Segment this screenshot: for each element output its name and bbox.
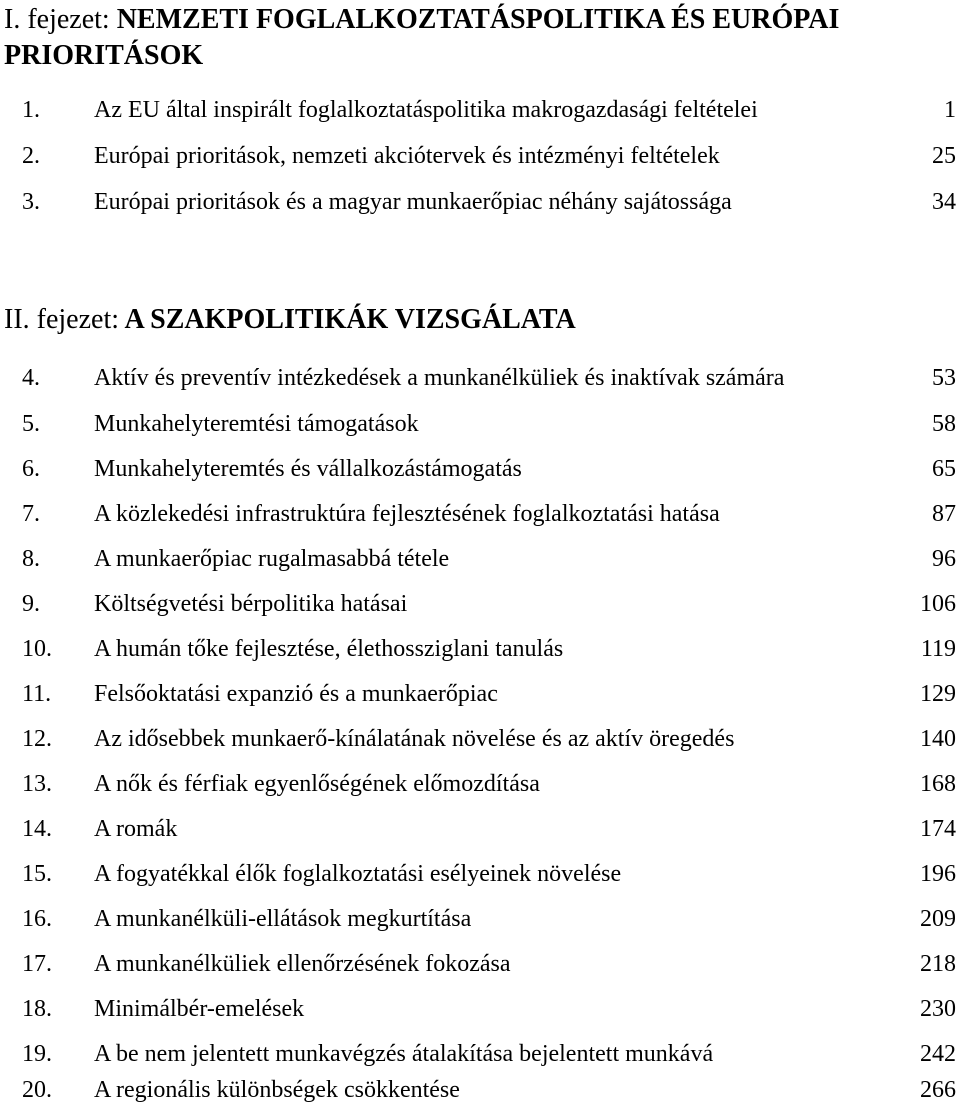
- entry-number: 9.: [22, 591, 40, 617]
- entry-title: Európai prioritások, nemzeti akciótervek és intézményi feltételek: [94, 143, 720, 169]
- entry-title: A romák: [94, 816, 178, 842]
- toc-entry-14[interactable]: [22, 807, 956, 851]
- entry-page-number: 129: [920, 681, 956, 707]
- entry-page-number: 218: [920, 951, 956, 977]
- entry-number: 7.: [22, 501, 40, 527]
- toc-entry-18[interactable]: [22, 987, 956, 1031]
- entry-number: 3.: [22, 189, 40, 215]
- entry-number: 15.: [22, 861, 52, 887]
- entry-title: A munkaerőpiac rugalmasabbá tétele: [94, 546, 450, 572]
- entry-title: A fogyatékkal élők foglalkoztatási esélyeinek növelése: [94, 861, 622, 887]
- entry-number: 13.: [22, 771, 52, 797]
- entry-number: 16.: [22, 906, 52, 932]
- entry-page-number: 140: [920, 726, 956, 752]
- entry-page-number: 34: [932, 189, 956, 215]
- toc-entry-3[interactable]: [22, 180, 956, 224]
- entry-number: 18.: [22, 996, 52, 1022]
- entry-title: Minimálbér-emelések: [94, 996, 305, 1022]
- entry-number: 12.: [22, 726, 52, 752]
- entry-number: 17.: [22, 951, 52, 977]
- entry-title: Munkahelyteremtés és vállalkozástámogatás: [94, 456, 522, 482]
- entry-title: A munkanélküliek ellenőrzésének fokozása: [94, 951, 511, 977]
- entry-number: 8.: [22, 546, 40, 572]
- entry-page-number: 53: [932, 365, 956, 391]
- toc-entry-2[interactable]: [22, 134, 956, 178]
- toc-entry-9[interactable]: [22, 582, 956, 626]
- toc-entry-13[interactable]: [22, 762, 956, 806]
- toc-entry-16[interactable]: [22, 897, 956, 941]
- entry-number: 14.: [22, 816, 52, 842]
- entry-page-number: 1: [944, 97, 956, 123]
- entry-page-number: 58: [932, 411, 956, 437]
- entry-title: A közlekedési infrastruktúra fejlesztésének foglalkoztatási hatása: [94, 501, 720, 527]
- toc-entry-4[interactable]: [22, 356, 956, 400]
- entry-title: Felsőoktatási expanzió és a munkaerőpiac: [94, 681, 498, 707]
- toc-entry-1[interactable]: [22, 88, 956, 132]
- entry-number: 5.: [22, 411, 40, 437]
- entry-number: 11.: [22, 681, 52, 707]
- entry-page-number: 242: [920, 1041, 956, 1067]
- toc-entry-11[interactable]: [22, 672, 956, 716]
- entry-title: A nők és férfiak egyenlőségének előmozdítása: [94, 771, 540, 797]
- toc-entry-5[interactable]: [22, 402, 956, 446]
- toc-entry-6[interactable]: [22, 447, 956, 491]
- entry-title: Aktív és preventív intézkedések a munkanélküliek és inaktívak számára: [94, 365, 785, 391]
- toc-entry-10[interactable]: [22, 627, 956, 671]
- chapter-2-heading: [4, 302, 944, 338]
- entry-number: 2.: [22, 143, 40, 169]
- entry-title: Munkahelyteremtési támogatások: [94, 411, 419, 437]
- entry-page-number: 196: [920, 861, 956, 887]
- chapter-2-name: A SZAKPOLITIKÁK VIZSGÁLATA: [124, 304, 576, 335]
- entry-title: A be nem jelentett munkavégzés átalakítása bejelentett munkává: [94, 1041, 714, 1067]
- entry-page-number: 266: [920, 1077, 956, 1103]
- entry-page-number: 168: [920, 771, 956, 797]
- entry-page-number: 87: [932, 501, 956, 527]
- entry-page-number: 174: [920, 816, 956, 842]
- toc-entry-17[interactable]: [22, 942, 956, 986]
- toc-entry-12[interactable]: [22, 717, 956, 761]
- entry-page-number: 96: [932, 546, 956, 572]
- entry-page-number: 230: [920, 996, 956, 1022]
- entry-title: A munkanélküli-ellátások megkurtítása: [94, 906, 472, 932]
- chapter-1-heading: [4, 2, 944, 74]
- entry-title: A humán tőke fejlesztése, élethossziglani tanulás: [94, 636, 564, 662]
- toc-entry-7[interactable]: [22, 492, 956, 536]
- entry-number: 4.: [22, 365, 40, 391]
- toc-entry-15[interactable]: [22, 852, 956, 896]
- entry-number: 20.: [22, 1077, 52, 1103]
- entry-title: Európai prioritások és a magyar munkaerőpiac néhány sajátossága: [94, 189, 732, 215]
- entry-page-number: 25: [932, 143, 956, 169]
- entry-number: 6.: [22, 456, 40, 482]
- toc-entry-8[interactable]: [22, 537, 956, 581]
- entry-title: Költségvetési bérpolitika hatásai: [94, 591, 408, 617]
- entry-page-number: 106: [920, 591, 956, 617]
- entry-number: 10.: [22, 636, 52, 662]
- entry-title: A regionális különbségek csökkentése: [94, 1077, 460, 1103]
- chapter-2-prefix: II. fejezet:: [4, 304, 120, 335]
- chapter-1-name: NEMZETI FOGLALKOZTATÁSPOLITIKA ÉS EURÓPAI PRIORITÁSOK: [4, 4, 840, 71]
- entry-page-number: 119: [920, 636, 956, 662]
- toc-entry-20[interactable]: [22, 1068, 956, 1112]
- entry-title: Az idősebbek munkaerő-kínálatának növelése és az aktív öregedés: [94, 726, 735, 752]
- entry-page-number: 209: [920, 906, 956, 932]
- entry-number: 19.: [22, 1041, 52, 1067]
- entry-page-number: 65: [932, 456, 956, 482]
- entry-number: 1.: [22, 97, 40, 123]
- chapter-1-prefix: I. fejezet:: [4, 4, 110, 35]
- entry-title: Az EU által inspirált foglalkoztatáspolitika makrogazdasági feltételei: [94, 97, 758, 123]
